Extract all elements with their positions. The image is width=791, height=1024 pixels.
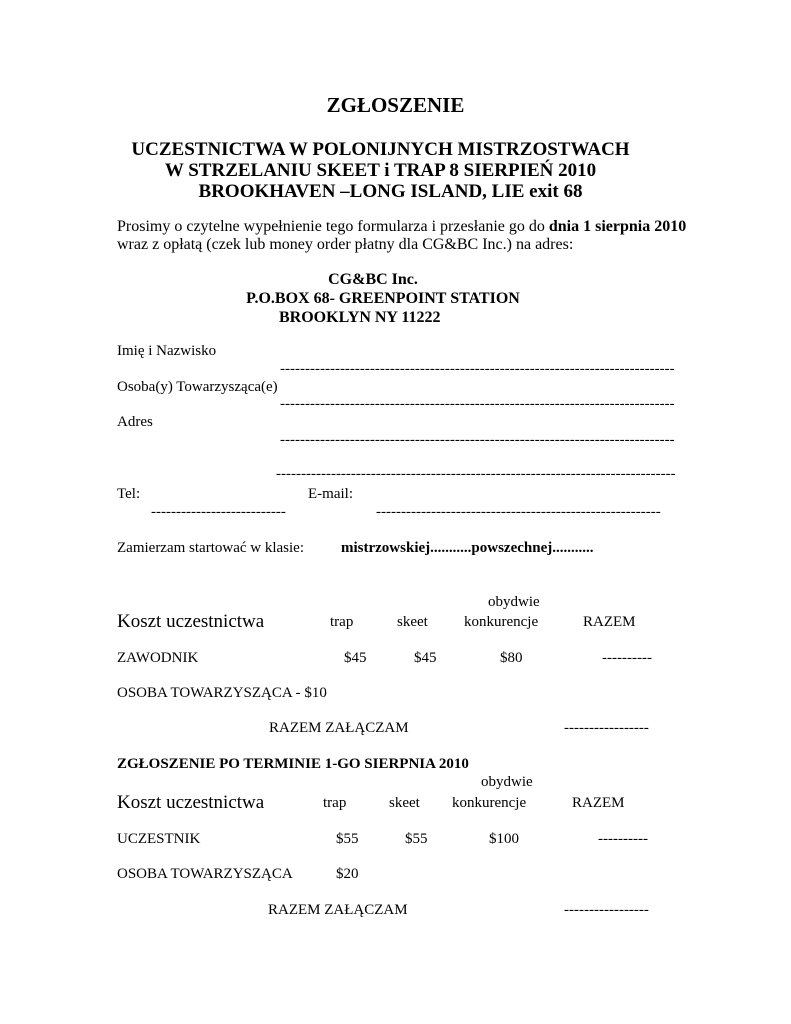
fees2-sum-value[interactable]: ----------------- [564, 902, 649, 918]
subtitle-line-2: W STRZELANIU SKEET i TRAP 8 SIERPIEŃ 2010 [164, 160, 597, 181]
fees1-row1-total[interactable]: ---------- [602, 650, 652, 666]
fees1-row1-both: $80 [500, 650, 523, 666]
fees2-row2-label: OSOBA TOWARZYSZĄCA [117, 866, 293, 882]
email-label: E-mail: [308, 486, 353, 502]
name-field[interactable]: ------------------------------------------------------------------------------- [280, 361, 675, 377]
class-label: Zamierzam startować w klasie: [117, 540, 305, 556]
fees2-sum-label: RAZEM ZAŁĄCZAM [268, 902, 408, 918]
name-label: Imię i Nazwisko [117, 343, 217, 359]
fees2-row1-total[interactable]: ---------- [598, 831, 648, 847]
fees2-row1-skeet: $55 [405, 831, 428, 847]
fees1-col-skeet: skeet [397, 614, 428, 630]
fees2-col-trap: trap [323, 795, 347, 811]
subtitle-line-1: UCZESTNICTWA W POLONIJNYCH MISTRZOSTWACH [131, 139, 630, 160]
address-label: Adres [117, 414, 153, 430]
address-line-2: P.O.BOX 68- GREENPOINT STATION [246, 290, 520, 307]
fees1-row1-trap: $45 [344, 650, 367, 666]
email-field[interactable]: --------------------------------------------------------- [376, 504, 661, 520]
fees2-row1-label: UCZESTNIK [117, 831, 201, 847]
fees1-col-both-line2: konkurencje [464, 614, 539, 630]
companion-field[interactable]: ------------------------------------------------------------------------------- [280, 396, 675, 412]
late-heading: ZGŁOSZENIE PO TERMINIE 1-GO SIERPNIA 2010 [117, 756, 469, 772]
fees2-row2-value: $20 [336, 866, 359, 882]
fees2-row1-trap: $55 [336, 831, 359, 847]
fees1-sum-label: RAZEM ZAŁĄCZAM [269, 720, 409, 736]
fees1-row2-label: OSOBA TOWARZYSZĄCA - $10 [117, 685, 327, 701]
intro-line-1 [117, 219, 686, 235]
tel-field[interactable]: --------------------------- [151, 504, 286, 520]
fees2-heading: Koszt uczestnictwa [117, 792, 265, 813]
class-options[interactable]: mistrzowskiej...........powszechnej........... [341, 540, 594, 556]
companion-label: Osoba(y) Towarzysząca(e) [117, 379, 278, 395]
page-title: ZGŁOSZENIE [326, 93, 465, 117]
fees2-col-both-line2: konkurencje [452, 795, 527, 811]
fees1-heading: Koszt uczestnictwa [117, 611, 265, 632]
fees1-col-total: RAZEM [583, 614, 636, 630]
address-line-1: CG&BC Inc. [328, 271, 418, 288]
fees2-row1-both: $100 [489, 831, 519, 847]
intro-text: Prosimy o czytelne wypełnienie tego formularza i przesłanie go do [117, 218, 549, 235]
fees2-col-total: RAZEM [572, 795, 625, 811]
fees1-col-trap: trap [330, 614, 354, 630]
fees1-sum-value[interactable]: ----------------- [564, 720, 649, 736]
tel-label: Tel: [117, 486, 141, 502]
deadline-text: dnia 1 sierpnia 2010 [548, 218, 687, 235]
intro-line-2: wraz z opłatą (czek lub money order płatny dla CG&BC Inc.) na adres: [117, 236, 574, 253]
fees2-col-skeet: skeet [389, 795, 420, 811]
fees2-col-both-line1: obydwie [481, 774, 533, 790]
address-field-2[interactable]: -------------------------------------------------------------------------------- [276, 466, 676, 482]
address-field-1[interactable]: ------------------------------------------------------------------------------- [280, 432, 675, 448]
fees1-row1-skeet: $45 [414, 650, 437, 666]
fees1-col-both-line1: obydwie [488, 594, 540, 610]
fees1-row1-label: ZAWODNIK [117, 650, 199, 666]
subtitle-line-3: BROOKHAVEN –LONG ISLAND, LIE exit 68 [198, 181, 583, 202]
address-line-3: BROOKLYN NY 11222 [279, 309, 441, 326]
